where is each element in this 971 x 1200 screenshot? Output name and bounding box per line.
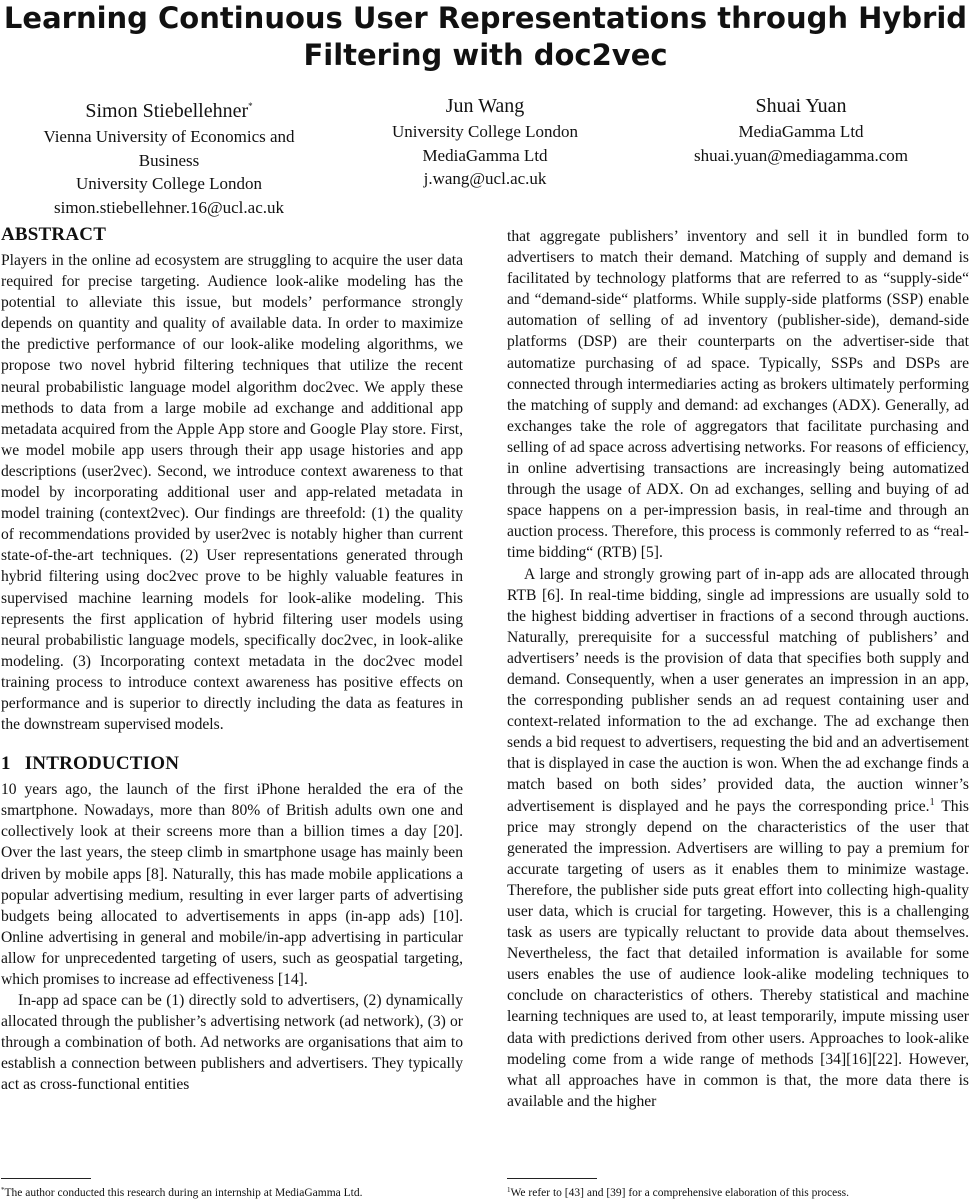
author-email: shuai.yuan@mediagamma.com	[694, 145, 908, 165]
author-name: Jun Wang	[445, 95, 525, 117]
footnote-text: We refer to [43] and [39] for a comprehensive elaboration of this process.	[510, 1187, 850, 1199]
section-title: INTRODUCTION	[24, 753, 180, 775]
footnote-right	[507, 1183, 969, 1200]
title-line-2: Filtering with doc2vec	[303, 38, 668, 72]
author-affiliation: MediaGamma Ltd	[738, 122, 864, 141]
footnote-left	[1, 1183, 463, 1200]
author-footnote-mark: *	[248, 101, 253, 111]
footnote-divider-right	[507, 1178, 597, 1179]
footnote-divider-left	[1, 1178, 91, 1179]
abstract-heading: ABSTRACT	[1, 224, 107, 245]
paper-title	[0, 0, 971, 74]
author-affiliation: MediaGamma Ltd	[422, 145, 548, 165]
footnote-text: The author conducted this research during an internship at MediaGamma Ltd.	[4, 1187, 363, 1199]
intro-paragraph-1: 10 years ago, the launch of the first iPhone heralded the era of the smartphone. Nowadays, more than 80% of British adults own one and collectively look at their screens more than a billion times a day [20]. Over the last years, the steep climb in smartphone usage has mainly been driven by mobile apps [8]. Naturally, this has made mobile applications a popular advertising medium, resulting in ever larger parts of advertising budgets being allocated to advertisements in apps (in-app ads) [10]. Online advertising in general and mobile/in-app advertising in particular allow for unprecedented targeting of users, such as geospatial targeting, which promises to increase ad effectiveness [14].	[1, 781, 463, 988]
abstract-text: Players in the online ad ecosystem are struggling to acquire the user data required for precise targeting. Audience look-alike modeling has the potential to alleviate this issue, but models’ performance strongly depends on quantity and quality of available data. In order to maximize the predictive performance of our look-alike modeling algorithms, we propose two novel hybrid filtering techniques that utilize the recent neural probabilistic language model algorithm doc2vec. We apply these methods to data from a large mobile ad exchange and additional app metadata acquired from the Apple App store and Google Play store. First, we model mobile app users through their app usage histories and app descriptions (user2vec). Second, we introduce context awareness to that model by incorporating additional user and app-related metadata in model training (context2vec). Our findings are threefold: (1) the quality of recommendations provided by user2vec is notably higher than current state-of-the-art techniques. (2) User representations generated through hybrid filtering using doc2vec prove to be highly valuable features in supervised machine learning models for look-alike modeling. This represents the first application of hybrid filtering user models using neural probabilistic language models, specifically doc2vec, in look-alike modeling. (3) Incorporating context metadata in the doc2vec model training process to introduce context awareness has positive effects on performance and is superior to directly including the data as features in the downstream supervised models.	[1, 252, 463, 734]
paragraph-text: This price may strongly depend on the characteristics of the user that generated the impression. Advertisers are willing to pay a premium for accurate targeting of users as it enables them to minimize wastage. Therefore, the publisher side puts great effort into collecting high-quality user data, which is crucial for targeting. However, this is a challenging task as users are typically reluctant to provide data about themselves. Nevertheless, the fact that detailed information is available for some users enables the use of audience look-alike modeling techniques to conclude on characteristics of others. Thereby statistical and machine learning techniques are used to, at least temporarily, impute missing user data with predictions derived from other users. Approaches to look-alike modeling come from a wide range of methods [34][16][22]. However, what all approaches have in common is that, the more data there is available and the higher	[507, 797, 969, 1110]
author-name: Simon Stiebellehner	[85, 100, 249, 122]
left-column	[1, 224, 463, 1096]
author-block-wang	[336, 94, 634, 191]
section-number: 1	[1, 753, 11, 775]
intro-paragraph-4	[507, 564, 969, 1112]
paragraph-text: A large and strongly growing part of in-app ads are allocated through RTB [6]. In real-time bidding, single ad impressions are usually sold to the highest bidding advertiser in fractions of a second through auctions. Naturally, prerequisite for a successful matching of publishers’ and advertisers’ needs is the provision of data that specifies both supply and demand. Consequently, when a user generates an impression in an app, the corresponding publisher sends an ad request containing user and context-related information to the ad exchange. The ad exchange then sends a bid request to advertisers, requesting the bid and an advertisement that is displayed in case the auction is won. When the ad exchange finds a match based on both sides’ provided data, the auction winner’s advertisement is displayed and he pays the corresponding price.	[507, 565, 969, 815]
author-affiliation: University College London	[75, 174, 263, 193]
author-block-stiebellehner	[20, 94, 318, 219]
intro-paragraph-2: In-app ad space can be (1) directly sold to advertisers, (2) dynamically allocated through the publisher’s advertising network (ad network), (3) or through a combination of both. Ad networks are organisations that aim to establish a connection between publishers and advertisers. They typically act as cross-functional entities	[1, 992, 463, 1094]
author-affiliation: Business	[138, 150, 200, 170]
author-affiliation: University College London	[391, 122, 579, 141]
footnote-reference: 1	[929, 796, 935, 808]
right-column	[507, 226, 969, 1112]
author-name: Shuai Yuan	[755, 95, 847, 117]
author-block-yuan	[652, 94, 950, 167]
introduction-heading	[1, 753, 463, 775]
footnote-mark: *	[1, 1186, 5, 1194]
author-affiliation: Vienna University of Economics and	[43, 127, 295, 146]
title-line-1: Learning Continuous User Representations through Hybrid	[3, 1, 968, 35]
author-email: simon.stiebellehner.16@ucl.ac.uk	[54, 197, 284, 217]
footnote-mark: 1	[507, 1186, 511, 1194]
author-email: j.wang@ucl.ac.uk	[423, 169, 547, 188]
intro-paragraph-3: that aggregate publishers’ inventory and sell it in bundled form to advertisers to match their demand. Matching of supply and demand is facilitated by technology platforms that are referred to as “supply-side“ and “demand-side“ platforms. While supply-side platforms (SSP) enable automation of selling of ad inventory (publisher-side), demand-side platforms (DSP) are their counterparts on the advertiser-side that automatize purchasing of ad space. Typically, SSPs and DSPs are connected through intermediaries acting as brokers ultimately performing the matching of supply and demand: ad exchanges (ADX). Generally, ad exchanges take the role of aggregators that facilitate purchasing and selling of ad space across advertising networks. For reasons of efficiency, in online advertising transactions are increasingly being automatized through the usage of ADX. On ad exchanges, selling and buying of ad space happens on a per-impression basis, in real-time and through an auction process. Therefore, this process is commonly referred to as “real-time bidding“ (RTB) [5].	[507, 228, 969, 562]
